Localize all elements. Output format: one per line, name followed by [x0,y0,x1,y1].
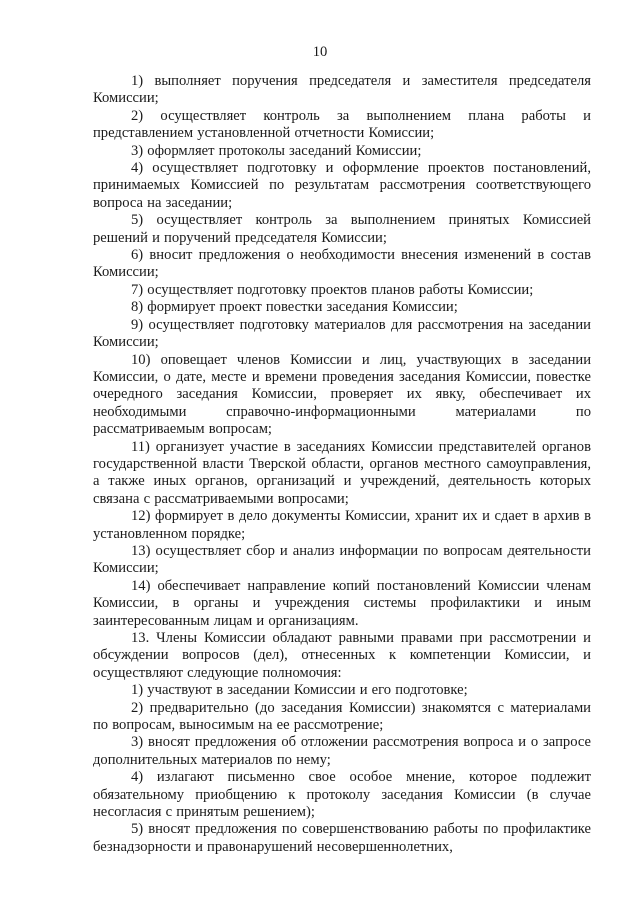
paragraph-14: 14) обеспечивает направление копий постановлений Комиссии членам Комиссии, в органы и учреждения системы профилактики и иным заинтересованным лицам и организациям. [93,577,591,629]
paragraph-6: 6) вносит предложения о необходимости внесения изменений в состав Комиссии; [93,247,591,281]
paragraph-8: 8) формирует проект повестки заседания Комиссии; [131,299,458,316]
paragraph-11: 11) организует участие в заседаниях Комиссии представителей органов государственной власти Тверской области, органов местного самоуправления, а также иных органов, организаций и учреждений, деятельность которых связана с рассматриваемыми вопросами; [93,438,591,507]
paragraph-9: 9) осуществляет подготовку материалов для рассмотрения на заседании Комиссии; [93,316,591,351]
paragraph-3: 3) оформляет протоколы заседаний Комиссии; [131,142,422,159]
paragraph-1: 1) выполняет поручения председателя и заместителя председателя Комиссии; [93,73,591,107]
paragraph-member-2: 2) предварительно (до заседания Комиссии) знакомятся с материалами по вопросам, выносимым на ее рассмотрение; [93,699,591,734]
paragraph-member-1: 1) участвуют в заседании Комиссии и его подготовке; [131,682,468,699]
paragraph-member-4: 4) излагают письменно свое особое мнение, которое подлежит обязательному приобщению к протоколу заседания Комиссии (в случае несогласия с принятым решением); [93,769,591,821]
paragraph-12: 12) формирует в дело документы Комиссии, хранит их и сдает в архив в установленном порядке; [93,508,591,542]
section-13-intro: 13. Члены Комиссии обладают равными правами при рассмотрении и обсуждении вопросов (дел), отнесенных к компетенции Комиссии, и осуществляют следующие полномочия: [93,630,591,681]
paragraph-2: 2) осуществляет контроль за выполнением плана работы и представлением установленной отчетности Комиссии; [93,107,591,142]
page-number: 10 [312,44,328,60]
paragraph-4: 4) осуществляет подготовку и оформление проектов постановлений, принимаемых Комиссией по результатам рассмотрения соответствующего вопроса на заседании; [93,160,591,211]
paragraph-5: 5) осуществляет контроль за выполнением принятых Комиссией решений и поручений председателя Комиссии; [93,212,591,246]
paragraph-member-3: 3) вносят предложения об отложении рассмотрения вопроса и о запросе дополнительных материалов по нему; [93,734,591,768]
paragraph-13: 13) осуществляет сбор и анализ информации по вопросам деятельности Комиссии; [93,542,591,577]
paragraph-member-5: 5) вносят предложения по совершенствованию работы по профилактике безнадзорности и правонарушений несовершеннолетних, [93,821,591,855]
document-body [93,73,591,856]
paragraph-10: 10) оповещает членов Комиссии и лиц, участвующих в заседании Комиссии, о дате, месте и времени проведения заседания Комиссии, повестке очередного заседания Комиссии, проверяет их явку, обеспечивает их необходимыми справочно-информационными материалами по рассматриваемым вопросам; [93,351,591,438]
paragraph-7: 7) осуществляет подготовку проектов планов работы Комиссии; [131,281,534,298]
